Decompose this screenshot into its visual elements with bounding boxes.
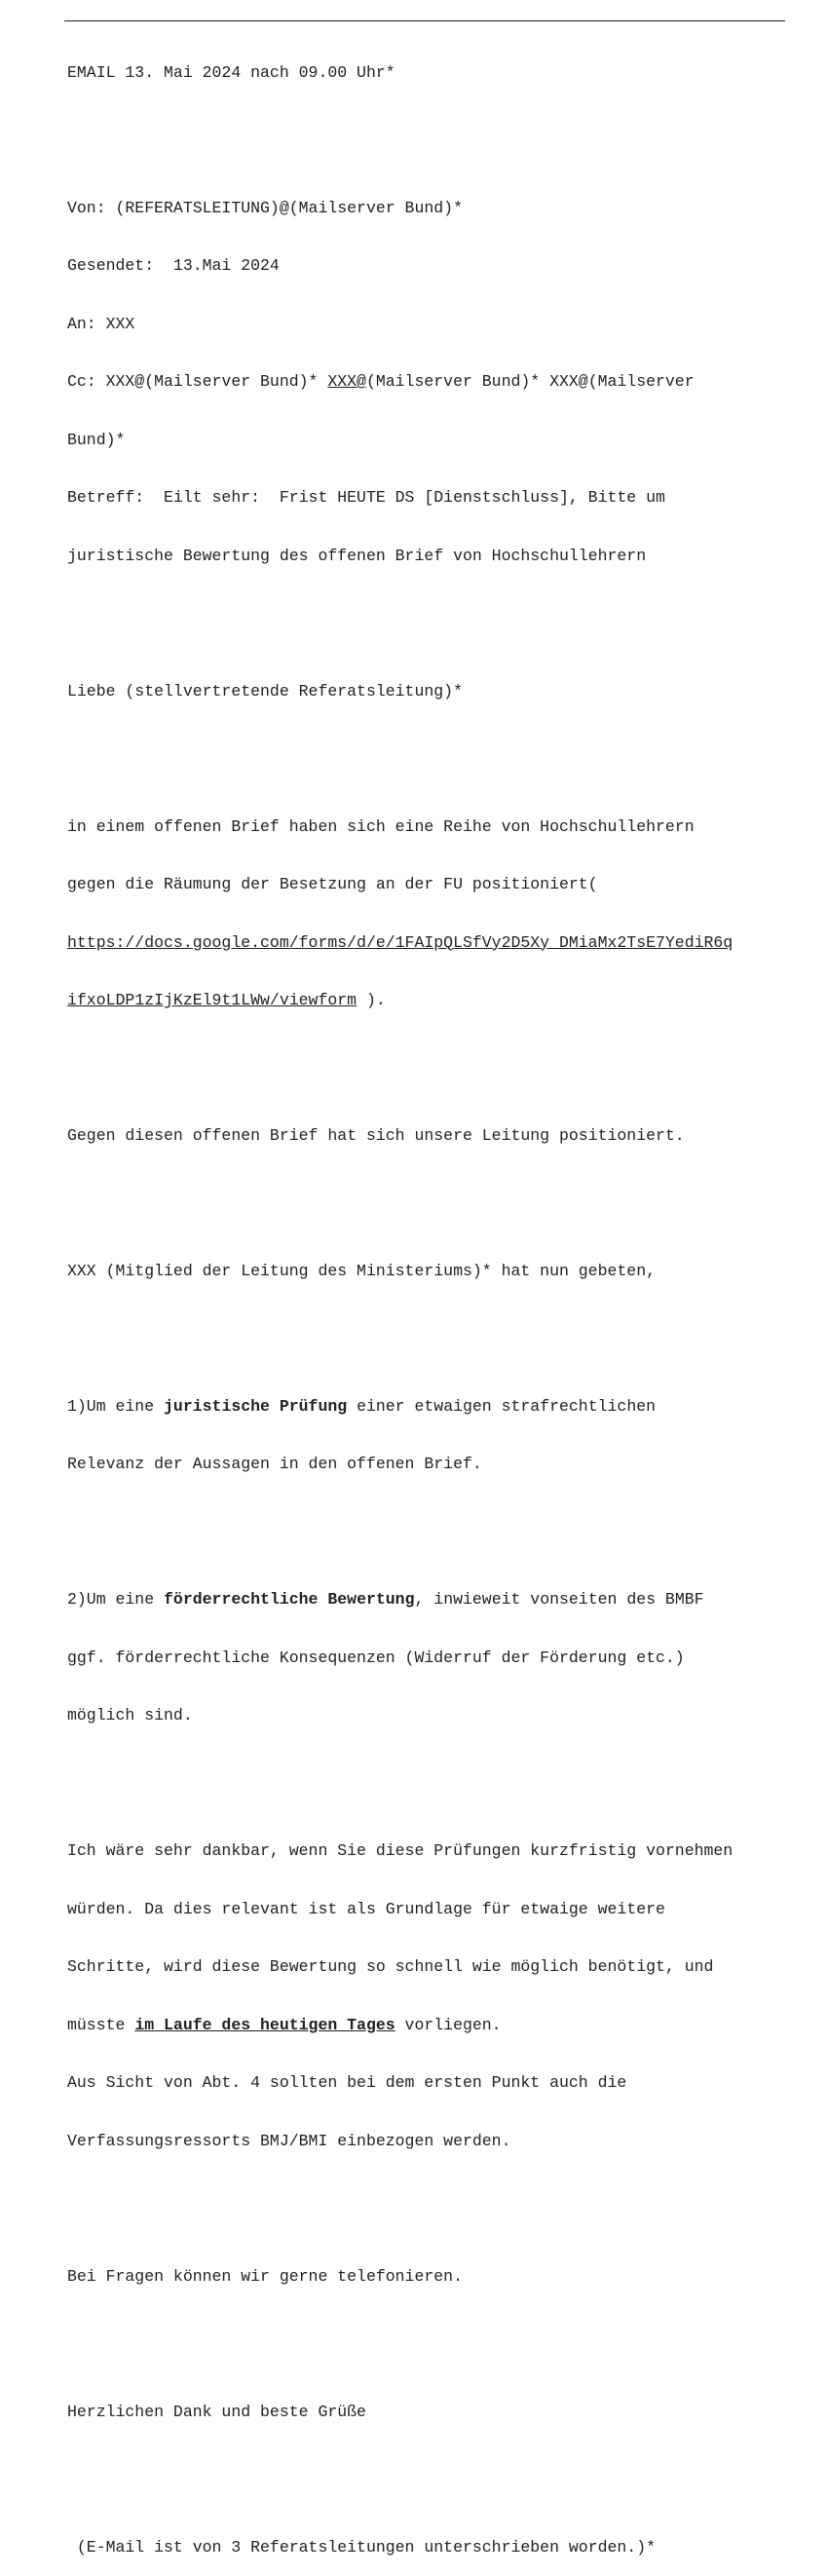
list-item-2-bold: förderrechtliche Bewertung — [164, 1590, 415, 1610]
cc-email-link[interactable]: XXX@ — [327, 372, 366, 392]
google-form-link[interactable]: https://docs.google.com/forms/d/e/1FAIpQLSfVy2D5Xy_DMiaMx2TsE7YediR6q — [67, 932, 734, 952]
paragraph-2: Gegen diesen offenen Brief hat sich unsere Leitung positioniert. — [67, 1126, 685, 1146]
paragraph-4-line-1: Ich wäre sehr dankbar, wenn Sie diese Prüfungen kurzfristig vornehmen — [67, 1841, 734, 1861]
list-item-2-suffix: , inwieweit vonseiten des BMBF — [414, 1590, 704, 1610]
top-divider — [64, 20, 785, 21]
list-item-2-line-2: ggf. förderrechtliche Konsequenzen (Widerruf der Förderung etc.) — [67, 1648, 685, 1667]
list-item-1-line-1 — [67, 1397, 788, 1417]
email-header-line: EMAIL 13. Mai 2024 nach 09.00 Uhr* — [67, 62, 395, 82]
signature-note: (E-Mail ist von 3 Referatsleitungen unterschrieben worden.)* — [67, 2537, 656, 2557]
cc-rest: (Mailserver Bund)* XXX@(Mailserver — [365, 372, 695, 392]
blank-line — [67, 1513, 788, 1533]
cc-line — [67, 372, 788, 392]
paragraph-4-line-6: Verfassungsressorts BMJ/BMI einbezogen werden. — [67, 2131, 511, 2150]
list-item-1-bold: juristische Prüfung — [164, 1396, 348, 1416]
paragraph-4-line-4 — [67, 2016, 788, 2035]
paragraph-3: XXX (Mitglied der Leitung des Ministeriums)* hat nun gebeten, — [67, 1262, 656, 1280]
paragraph-1-line-1: in einem offenen Brief haben sich eine Reihe von Hochschullehrern — [67, 816, 695, 836]
paragraph-4-line-4-prefix: müsste — [67, 2015, 135, 2034]
paragraph-4-line-5: Aus Sicht von Abt. 4 sollten bei dem ersten Punkt auch die — [67, 2073, 627, 2093]
blank-line — [67, 2460, 788, 2480]
paragraph-1-line-4 — [67, 991, 788, 1010]
blank-line — [67, 1764, 788, 1784]
cc-line-continued: Bund)* — [67, 430, 126, 449]
blank-line — [67, 1320, 788, 1340]
sent-line: Gesendet: 13.Mai 2024 — [67, 256, 280, 276]
cc-prefix: Cc: XXX@(Mailserver Bund)* — [67, 372, 328, 392]
blank-line — [67, 1049, 788, 1069]
subject-line: Betreff: Eilt sehr: Frist HEUTE DS [Dienstschluss], Bitte um — [67, 488, 665, 508]
paragraph-1-line-2: gegen die Räumung der Besetzung an der FU positioniert( — [67, 875, 598, 894]
list-item-1-suffix: einer etwaigen strafrechtlichen — [347, 1396, 657, 1416]
list-item-2-line-1 — [67, 1590, 788, 1610]
blank-line — [67, 121, 788, 140]
paragraph-4-line-2: würden. Da dies relevant ist als Grundlage für etwaige weitere — [67, 1899, 665, 1918]
list-item-1-prefix: 1)Um eine — [67, 1396, 165, 1416]
to-line: An: XXX — [67, 314, 135, 333]
paragraph-4-line-3: Schritte, wird diese Bewertung so schnell wie möglich benötigt, und — [67, 1957, 714, 1977]
list-item-2-prefix: 2)Um eine — [67, 1590, 165, 1610]
from-line: Von: (REFERATSLEITUNG)@(Mailserver Bund)* — [67, 198, 463, 217]
deadline-emphasis: im Laufe des heutigen Tages — [134, 2015, 395, 2034]
blank-line — [67, 739, 788, 759]
list-item-1-line-2: Relevanz der Aussagen in den offenen Brief. — [67, 1455, 482, 1474]
paragraph-4-line-4-suffix: vorliegen. — [395, 2015, 502, 2034]
link-closing: ). — [357, 991, 386, 1010]
blank-line — [67, 604, 788, 624]
paragraph-1-line-3 — [67, 933, 788, 953]
blank-line — [67, 2190, 788, 2210]
blank-line — [67, 1185, 788, 1204]
email-document — [67, 24, 788, 2576]
subject-line-continued: juristische Bewertung des offenen Brief von Hochschullehrern — [67, 546, 647, 565]
greeting: Liebe (stellvertretende Referatsleitung)* — [67, 681, 463, 701]
paragraph-5: Bei Fragen können wir gerne telefonieren. — [67, 2266, 463, 2286]
google-form-link-continued[interactable]: ifxoLDP1zIjKzEl9t1LWw/viewform — [67, 991, 358, 1010]
list-item-2-line-3: möglich sind. — [67, 1706, 193, 1725]
blank-line — [67, 2325, 788, 2344]
closing: Herzlichen Dank und beste Grüße — [67, 2402, 366, 2421]
